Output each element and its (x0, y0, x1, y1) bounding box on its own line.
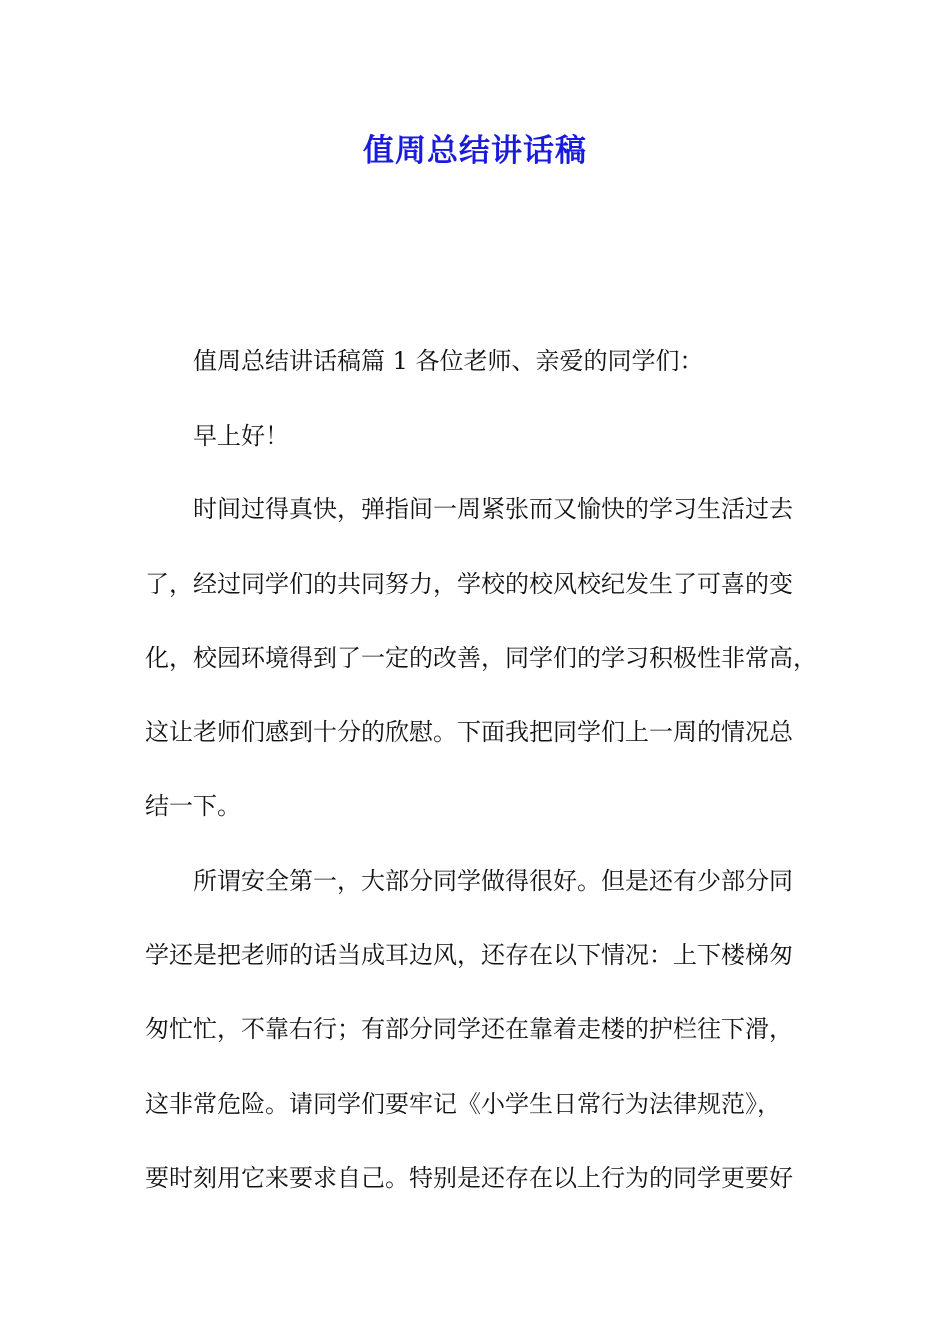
paragraph-line: 这非常危险。请同学们要牢记《小学生日常行为法律规范》， (145, 1090, 781, 1118)
paragraph-line: 结一下。 (145, 792, 241, 820)
paragraph-line: 这让老师们感到十分的欣慰。下面我把同学们上一周的情况总 (145, 718, 793, 746)
paragraph-line: 值周总结讲话稿篇 1 各位老师、亲爱的同学们： (193, 347, 704, 375)
paragraph-line: 匆忙忙，不靠右行；有部分同学还在靠着走楼的护栏往下滑， (145, 1015, 793, 1043)
paragraph-line: 要时刻用它来要求自己。特别是还存在以上行为的同学更要好 (145, 1164, 793, 1192)
paragraph-line: 早上好！ (193, 422, 289, 450)
paragraph-line: 化，校园环境得到了一定的改善，同学们的学习积极性非常高， (145, 644, 817, 672)
document-title: 值周总结讲话稿 (363, 133, 587, 169)
paragraph-line: 学还是把老师的话当成耳边风，还存在以下情况：上下楼梯匆 (145, 941, 793, 969)
paragraph-line: 了，经过同学们的共同努力，学校的校风校纪发生了可喜的变 (145, 570, 793, 598)
paragraph-line: 所谓安全第一，大部分同学做得很好。但是还有少部分同 (193, 867, 793, 895)
paragraph-line: 时间过得真快，弹指间一周紧张而又愉快的学习生活过去 (193, 495, 793, 523)
